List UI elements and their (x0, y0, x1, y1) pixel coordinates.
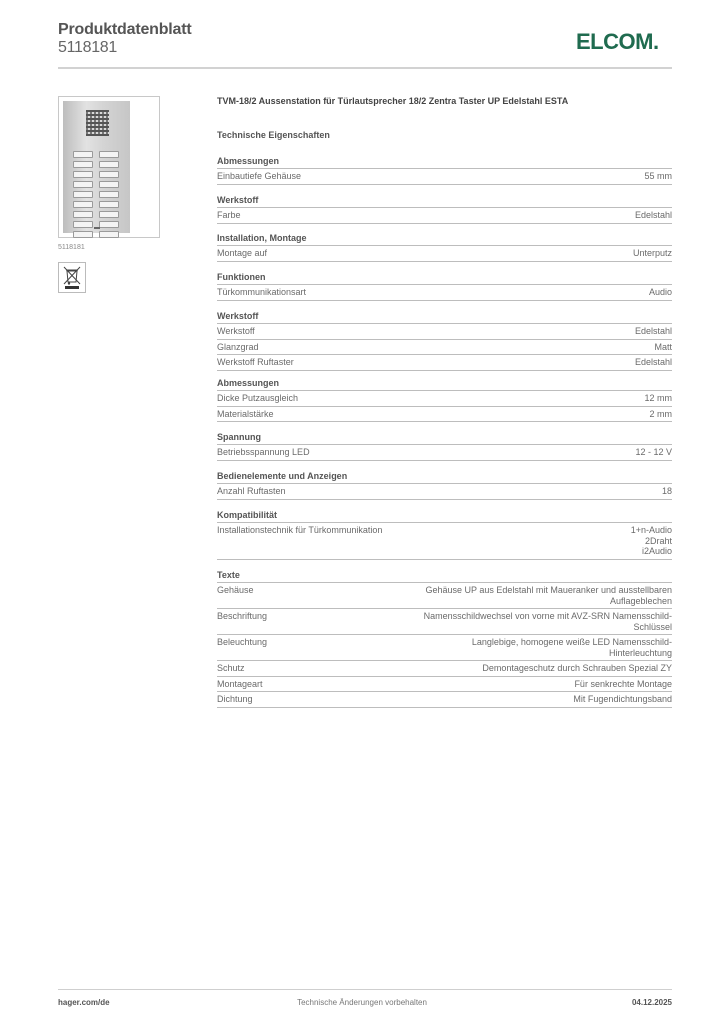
property-value (635, 447, 672, 458)
property-label: Werkstoff (217, 326, 255, 336)
call-button (99, 221, 119, 228)
property-label: Schutz (217, 663, 245, 673)
speaker-grille-icon (86, 110, 109, 136)
property-value-line: Auflageblechen (609, 595, 672, 606)
property-value-line: Hinterleuchtung (608, 647, 672, 658)
property-value (635, 357, 672, 368)
call-button (73, 211, 93, 218)
property-value (633, 248, 672, 259)
property-value (644, 171, 672, 182)
property-value-line: Matt (654, 341, 672, 352)
call-button (73, 221, 93, 228)
call-button (99, 211, 119, 218)
property-value-line: i2Audio (641, 546, 672, 556)
property-row (217, 692, 672, 708)
image-caption: 5118181 (58, 244, 85, 251)
property-value (472, 637, 672, 658)
call-button (99, 201, 119, 208)
property-section (217, 232, 672, 262)
property-label: Gehäuse (217, 585, 254, 595)
property-label: Einbautiefe Gehäuse (217, 171, 302, 181)
property-label: Materialstärke (217, 408, 274, 419)
section-heading: Bedienelemente und Anzeigen (217, 470, 672, 484)
property-value-line: Schlüssel (633, 621, 672, 632)
property-value-line: Für senkrechte Montage (574, 678, 672, 689)
property-label: Glanzgrad (217, 341, 259, 352)
call-button (73, 231, 93, 238)
property-section (217, 310, 672, 371)
section-heading: Werkstoff (217, 194, 672, 208)
property-row (217, 340, 672, 356)
section-heading: Funktionen (217, 271, 672, 285)
call-button (99, 181, 119, 188)
door-station-panel (63, 101, 130, 233)
footer-disclaimer: Technische Änderungen vorbehalten (297, 998, 427, 1007)
property-row (217, 609, 672, 635)
property-section (217, 509, 672, 560)
property-value-line: 2 mm (649, 408, 672, 419)
section-heading: Abmessungen (217, 377, 672, 391)
weee-crossed-bin-icon (58, 262, 86, 293)
property-row (217, 391, 672, 407)
property-value (424, 611, 672, 632)
property-value-line: Edelstahl (634, 357, 672, 367)
property-row (217, 635, 672, 661)
footer-website-link[interactable]: hager.com/de (58, 998, 110, 1007)
property-label: Farbe (217, 210, 241, 220)
property-value-line: Mit Fugendichtungsband (573, 694, 672, 704)
technical-properties-heading: Technische Eigenschaften (217, 130, 330, 140)
call-button (73, 191, 93, 198)
property-section (217, 470, 672, 500)
document-title: Produktdatenblatt (58, 21, 192, 38)
property-value-line: 55 mm (644, 171, 672, 181)
property-label: Montageart (217, 678, 263, 689)
section-heading: Kompatibilität (217, 509, 672, 523)
property-value (574, 679, 672, 690)
property-value (635, 210, 672, 221)
property-label: Montage auf (217, 248, 268, 258)
footer-date: 04.12.2025 (631, 998, 672, 1007)
property-value (482, 663, 672, 674)
property-label: Betriebsspannung LED (217, 447, 310, 457)
section-heading: Texte (217, 569, 672, 583)
property-row (217, 324, 672, 340)
call-button (99, 151, 119, 158)
property-row (217, 355, 672, 371)
call-button (73, 161, 93, 168)
call-button (99, 161, 119, 168)
call-button (73, 171, 93, 178)
property-value (662, 486, 672, 497)
property-section (217, 194, 672, 224)
property-value-line: Demontageschutz durch Schrauben Spezial ZY (482, 663, 672, 673)
section-heading: Werkstoff (217, 310, 672, 324)
call-buttons (73, 151, 123, 238)
property-label: Werkstoff Ruftaster (217, 357, 294, 367)
product-title: TVM-18/2 Aussenstation für Türlautsprecher 18/2 Zentra Taster UP Edelstahl ESTA (217, 96, 569, 106)
property-value (650, 409, 673, 420)
property-value-line: Audio (648, 287, 672, 297)
property-section (217, 155, 672, 185)
property-value-line: Edelstahl (634, 326, 672, 336)
call-button (73, 151, 93, 158)
call-button (99, 231, 119, 238)
property-label: Anzahl Ruftasten (217, 486, 286, 496)
brand-mark (94, 227, 100, 229)
property-row (217, 677, 672, 693)
call-button (99, 191, 119, 198)
call-button (73, 181, 93, 188)
property-label: Dichtung (217, 694, 253, 704)
property-value (635, 326, 672, 337)
property-value-line: Langlebige, homogene weiße LED Namensschild- (471, 637, 672, 647)
property-value (649, 287, 672, 298)
property-row (217, 661, 672, 677)
property-value-line: 1+n-Audio (630, 525, 672, 535)
section-heading: Abmessungen (217, 155, 672, 169)
property-row (217, 208, 672, 224)
section-heading: Installation, Montage (217, 232, 672, 246)
property-value-line: 2Draht (644, 535, 672, 546)
property-label: Türkommunikationsart (217, 287, 307, 297)
property-value (426, 585, 672, 606)
property-row (217, 523, 672, 560)
property-value (654, 342, 672, 353)
property-label: Beschriftung (217, 611, 268, 621)
property-row (217, 583, 672, 609)
article-number: 5118181 (58, 39, 118, 56)
footer-divider (58, 989, 672, 990)
call-button (99, 171, 119, 178)
property-value-line: Unterputz (632, 248, 672, 258)
property-section (217, 431, 672, 461)
property-label: Dicke Putzausgleich (217, 393, 299, 403)
property-value-line: Gehäuse UP aus Edelstahl mit Maueranker und ausstellbaren (425, 585, 672, 595)
property-row (217, 484, 672, 500)
property-value-line: Edelstahl (634, 210, 672, 220)
header-divider (58, 67, 672, 69)
property-value (631, 525, 672, 557)
property-row (217, 445, 672, 461)
property-value-line: 18 (661, 486, 672, 496)
property-row (217, 169, 672, 185)
property-section (217, 569, 672, 708)
property-value (644, 393, 672, 404)
property-value (573, 694, 672, 705)
property-value-line: 12 mm (644, 393, 672, 403)
property-value-line: Namensschildwechsel von vorne mit AVZ-SRN Namensschild- (423, 611, 672, 621)
property-value-line: 12 - 12 V (635, 447, 672, 457)
property-label: Beleuchtung (217, 637, 268, 647)
property-section (217, 377, 672, 422)
section-heading: Spannung (217, 431, 672, 445)
property-section (217, 271, 672, 301)
call-button (73, 201, 93, 208)
property-label: Installationstechnik für Türkommunikation (217, 525, 383, 535)
property-row (217, 246, 672, 262)
elcom-logo: ELCOM. (576, 29, 659, 54)
property-row (217, 285, 672, 301)
property-row (217, 407, 672, 423)
product-image (58, 96, 160, 238)
